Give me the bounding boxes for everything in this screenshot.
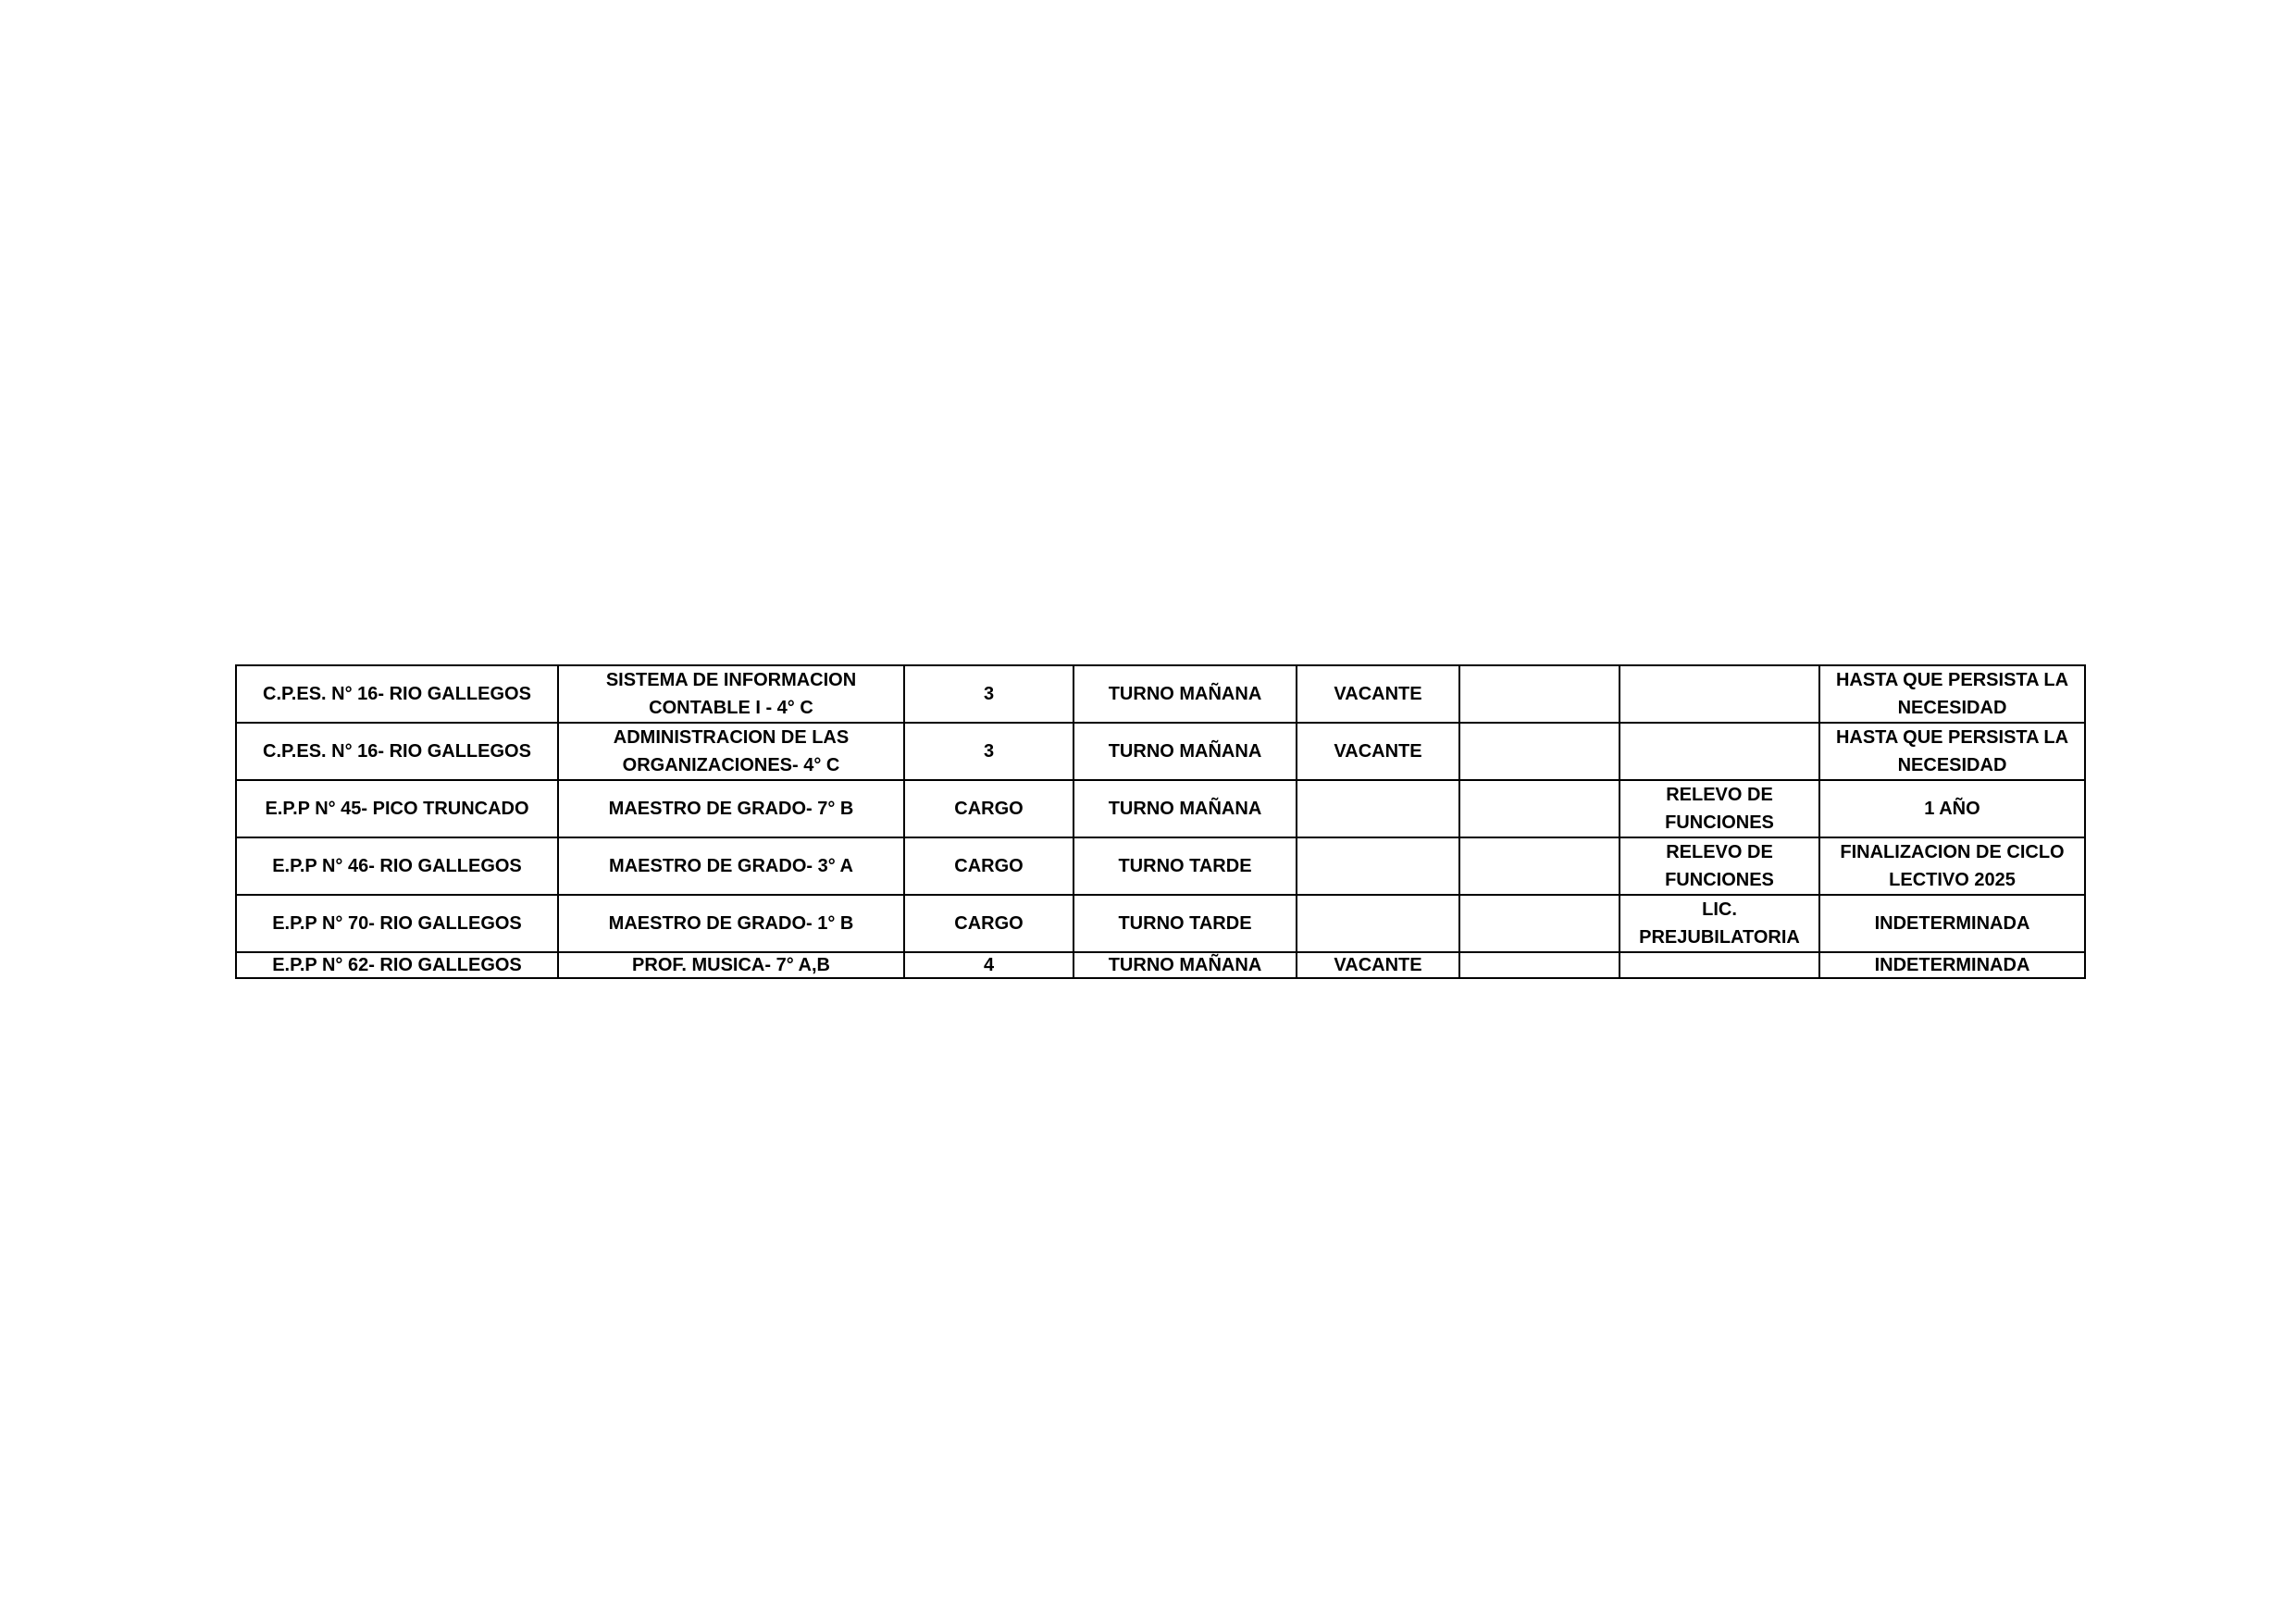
- school-cell: C.P.ES. N° 16- RIO GALLEGOS: [236, 665, 558, 723]
- duration-cell: INDETERMINADA: [1819, 895, 2085, 952]
- status-cell: [1297, 780, 1459, 837]
- hours-cell: CARGO: [904, 895, 1074, 952]
- subject-cell: SISTEMA DE INFORMACION CONTABLE I - 4° C: [558, 665, 904, 723]
- empty-cell: [1459, 780, 1620, 837]
- hours-cell: 3: [904, 665, 1074, 723]
- vacancy-table: [235, 664, 2086, 979]
- empty-cell: [1459, 665, 1620, 723]
- shift-cell: TURNO MAÑANA: [1074, 723, 1297, 780]
- school-cell: E.P.P N° 45- PICO TRUNCADO: [236, 780, 558, 837]
- status-cell: VACANTE: [1297, 665, 1459, 723]
- status-cell: [1297, 837, 1459, 895]
- duration-cell: HASTA QUE PERSISTA LA NECESIDAD: [1819, 665, 2085, 723]
- reason-cell: RELEVO DE FUNCIONES: [1620, 780, 1819, 837]
- school-cell: C.P.ES. N° 16- RIO GALLEGOS: [236, 723, 558, 780]
- status-cell: VACANTE: [1297, 723, 1459, 780]
- duration-cell: 1 AÑO: [1819, 780, 2085, 837]
- subject-cell: ADMINISTRACION DE LAS ORGANIZACIONES- 4° C: [558, 723, 904, 780]
- table-row: [236, 895, 2085, 952]
- hours-cell: 4: [904, 952, 1074, 978]
- duration-cell: INDETERMINADA: [1819, 952, 2085, 978]
- reason-cell: [1620, 723, 1819, 780]
- vacancy-table-sheet: [235, 664, 2084, 979]
- status-cell: [1297, 895, 1459, 952]
- hours-cell: 3: [904, 723, 1074, 780]
- shift-cell: TURNO TARDE: [1074, 895, 1297, 952]
- empty-cell: [1459, 837, 1620, 895]
- shift-cell: TURNO TARDE: [1074, 837, 1297, 895]
- table-row: [236, 837, 2085, 895]
- school-cell: E.P.P N° 70- RIO GALLEGOS: [236, 895, 558, 952]
- hours-cell: CARGO: [904, 780, 1074, 837]
- hours-cell: CARGO: [904, 837, 1074, 895]
- shift-cell: TURNO MAÑANA: [1074, 952, 1297, 978]
- empty-cell: [1459, 723, 1620, 780]
- subject-cell: MAESTRO DE GRADO- 3° A: [558, 837, 904, 895]
- school-cell: E.P.P N° 46- RIO GALLEGOS: [236, 837, 558, 895]
- subject-cell: PROF. MUSICA- 7° A,B: [558, 952, 904, 978]
- table-row: [236, 780, 2085, 837]
- subject-cell: MAESTRO DE GRADO- 7° B: [558, 780, 904, 837]
- reason-cell: RELEVO DE FUNCIONES: [1620, 837, 1819, 895]
- table-row: [236, 665, 2085, 723]
- table-row: [236, 952, 2085, 978]
- empty-cell: [1459, 952, 1620, 978]
- subject-cell: MAESTRO DE GRADO- 1° B: [558, 895, 904, 952]
- reason-cell: LIC. PREJUBILATORIA: [1620, 895, 1819, 952]
- duration-cell: HASTA QUE PERSISTA LA NECESIDAD: [1819, 723, 2085, 780]
- school-cell: E.P.P N° 62- RIO GALLEGOS: [236, 952, 558, 978]
- shift-cell: TURNO MAÑANA: [1074, 665, 1297, 723]
- reason-cell: [1620, 952, 1819, 978]
- duration-cell: FINALIZACION DE CICLO LECTIVO 2025: [1819, 837, 2085, 895]
- table-row: [236, 723, 2085, 780]
- empty-cell: [1459, 895, 1620, 952]
- status-cell: VACANTE: [1297, 952, 1459, 978]
- shift-cell: TURNO MAÑANA: [1074, 780, 1297, 837]
- reason-cell: [1620, 665, 1819, 723]
